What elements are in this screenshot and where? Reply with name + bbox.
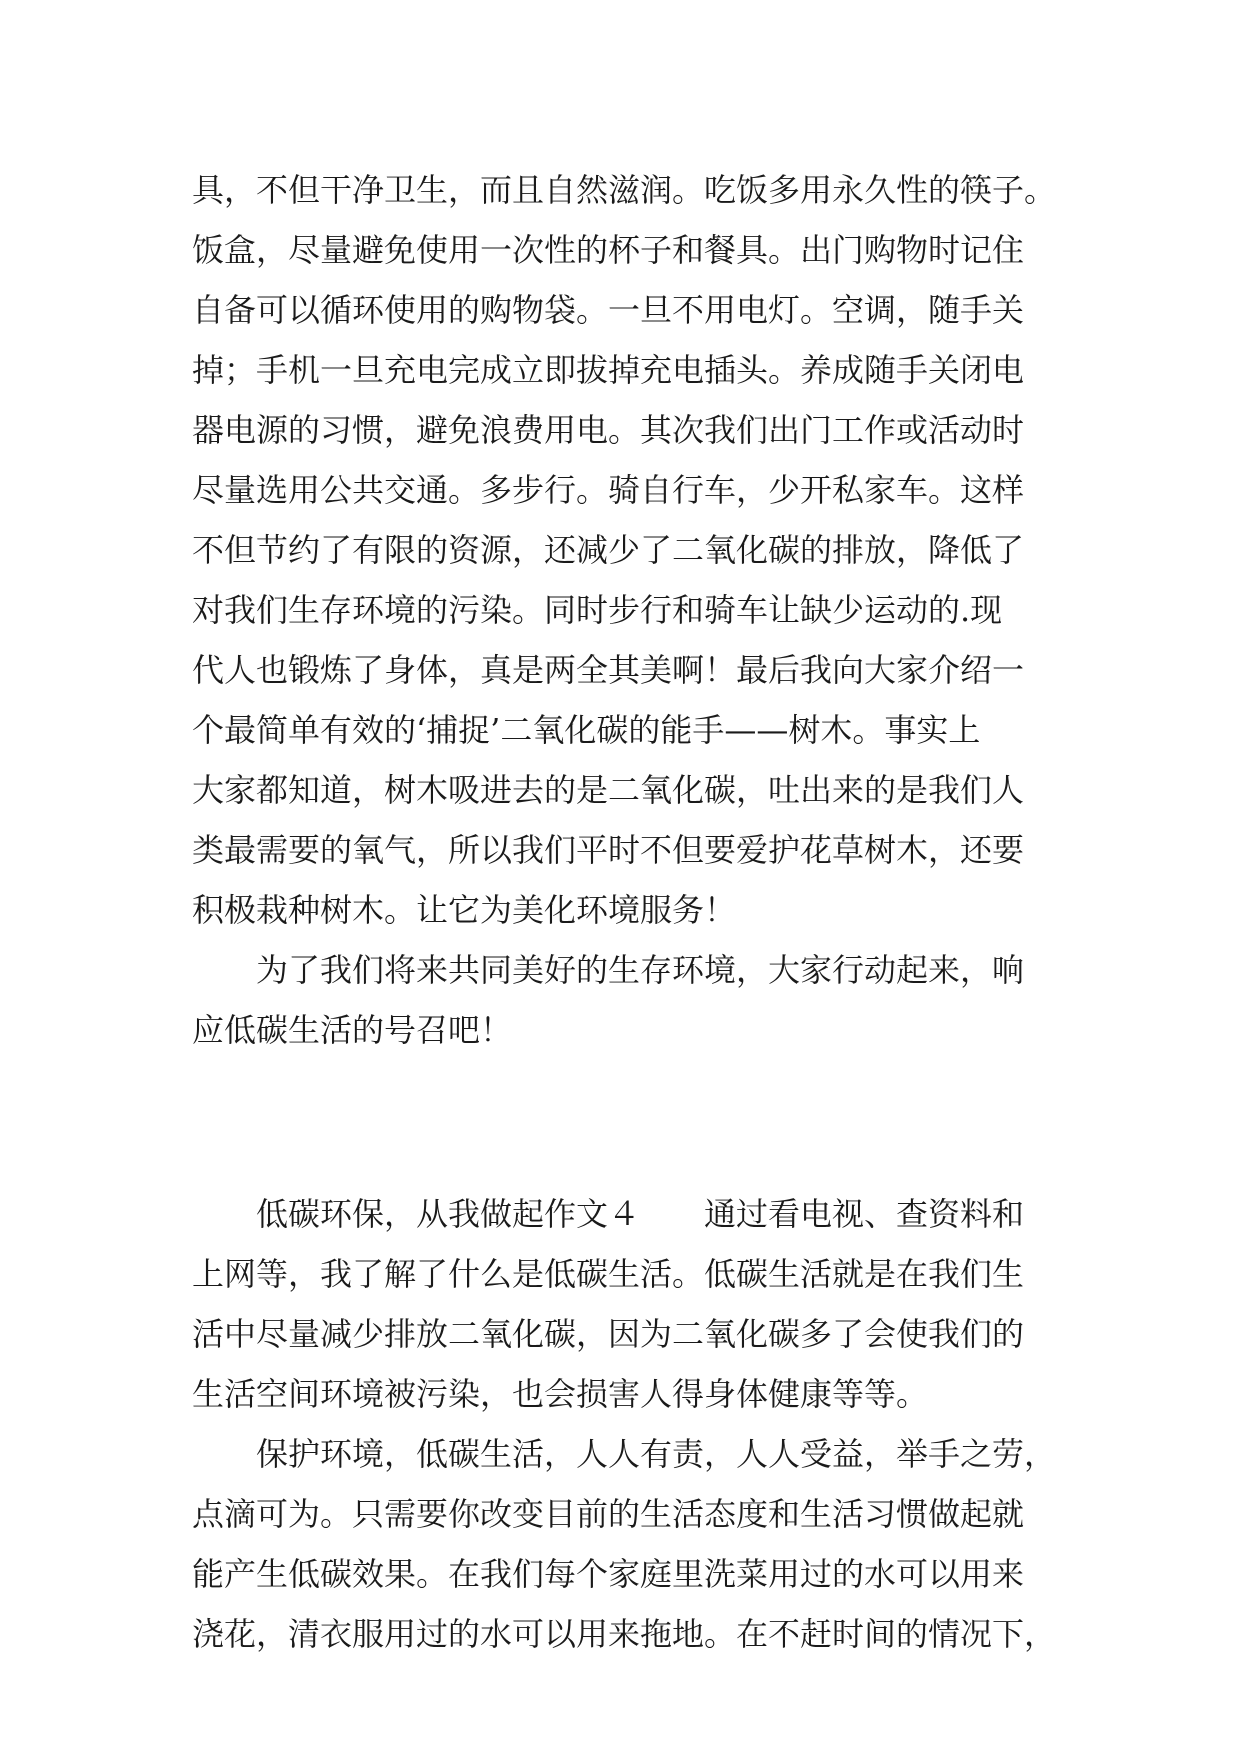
text-line: 掉；手机一旦充电完成立即拔掉充电插头。养成随手关闭电 [192,351,1025,389]
text-line: 具，不但干净卫生，而且自然滋润。吃饭多用永久性的筷子。 [192,171,1057,209]
text-line: 浇花，清衣服用过的水可以用来拖地。在不赶时间的情况下， [192,1615,1057,1653]
section-heading-line: 低碳环保，从我做起作文４ 通过看电视、查资料和 [192,1195,1025,1233]
text-line: 类最需要的氧气，所以我们平时不但要爱护花草树木，还要 [192,831,1025,869]
text-line: 积极栽种树木。让它为美化环境服务！ [192,891,737,929]
text-line: 上网等，我了解了什么是低碳生活。低碳生活就是在我们生 [192,1255,1025,1293]
article-body [192,160,1060,1664]
text-line: 对我们生存环境的污染。同时步行和骑车让缺少运动的.现 [192,591,1003,629]
text-line: 点滴可为。只需要你改变目前的生活态度和生活习惯做起就 [192,1495,1025,1533]
text-line: 饭盒，尽量避免使用一次性的杯子和餐具。出门购物时记住 [192,231,1025,269]
text-line: 自备可以循环使用的购物袋。一旦不用电灯。空调，随手关 [192,291,1025,329]
text-line: 器电源的习惯，避免浪费用电。其次我们出门工作或活动时 [192,411,1025,449]
text-line: 不但节约了有限的资源，还减少了二氧化碳的排放，降低了 [192,531,1025,569]
text-line: 大家都知道，树木吸进去的是二氧化碳，吐出来的是我们人 [192,771,1025,809]
text-line: 个最简单有效的‘捕捉’二氧化碳的能手——树木。事实上 [192,711,981,749]
text-line: 能产生低碳效果。在我们每个家庭里洗菜用过的水可以用来 [192,1555,1025,1593]
text-line: 尽量选用公共交通。多步行。骑自行车，少开私家车。这样 [192,471,1025,509]
text-line: 保护环境，低碳生活，人人有责，人人受益，举手之劳， [192,1435,1057,1473]
section-gap [192,1060,1060,1184]
text-line: 活中尽量减少排放二氧化碳，因为二氧化碳多了会使我们的 [192,1315,1025,1353]
text-line: 应低碳生活的号召吧！ [192,1011,513,1049]
text-line: 生活空间环境被污染，也会损害人得身体健康等等。 [192,1375,929,1413]
text-line: 为了我们将来共同美好的生存环境，大家行动起来，响 [192,951,1025,989]
text-line: 代人也锻炼了身体，真是两全其美啊！最后我向大家介绍一 [192,651,1025,689]
